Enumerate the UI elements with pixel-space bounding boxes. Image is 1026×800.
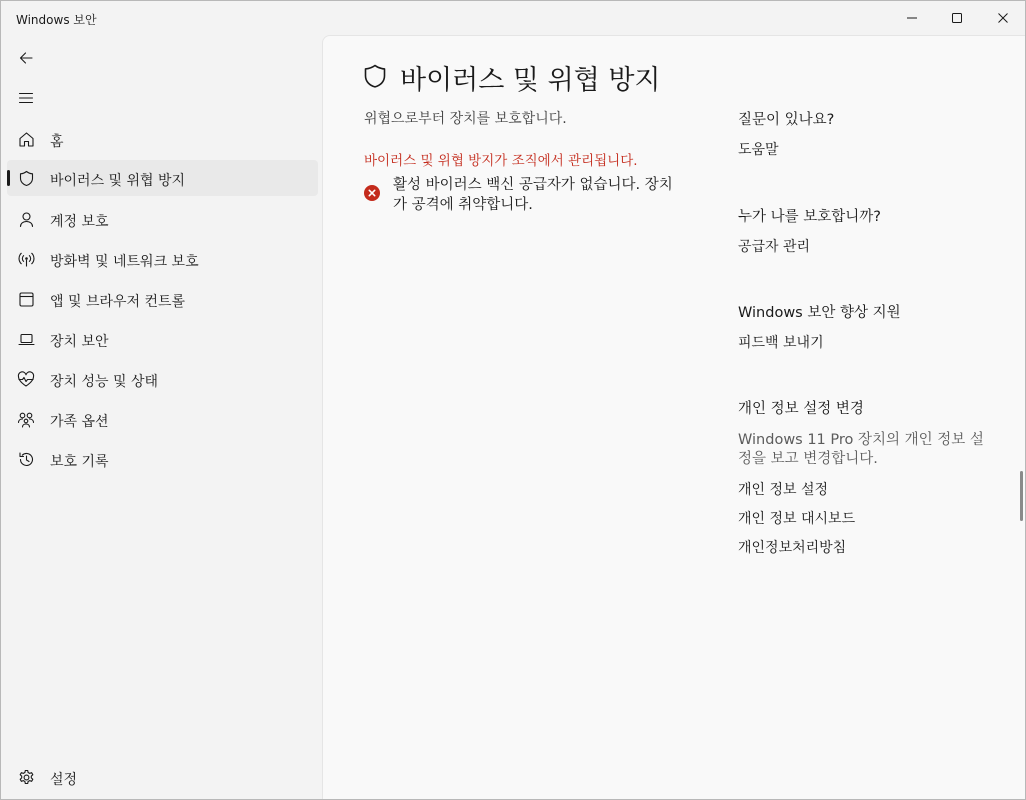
close-button[interactable] [980, 1, 1026, 35]
shield-icon [363, 64, 387, 90]
help-link[interactable]: 도움말 [738, 142, 779, 158]
privacy-heading: 개인 정보 설정 변경 [738, 401, 864, 417]
wireless-icon [17, 250, 35, 268]
protector-heading: 누가 나를 보호합니까? [738, 209, 881, 225]
title-bar [1, 1, 1026, 35]
sidebar-item-label: 가족 옵션 [50, 414, 109, 430]
heart-pulse-icon [17, 370, 35, 388]
privacy-description: Windows 11 Pro 장치의 개인 정보 설정을 보고 변경합니다. [738, 432, 984, 467]
back-arrow-icon [18, 50, 34, 66]
sidebar-item-device-performance[interactable] [7, 361, 318, 397]
sidebar-item-device-security[interactable] [7, 321, 318, 357]
hamburger-icon [18, 90, 34, 106]
sidebar-item-label: 방화벽 및 네트워크 보호 [50, 254, 199, 270]
privacy-settings-link[interactable]: 개인 정보 설정 [738, 482, 829, 498]
page-title: 바이러스 및 위협 방지 [400, 65, 661, 96]
sidebar-item-firewall-network[interactable] [7, 241, 318, 277]
sidebar-item-label: 장치 보안 [50, 334, 109, 350]
sidebar-item-label: 계정 보호 [50, 214, 109, 230]
app-title: Windows 보안 [16, 13, 97, 27]
sidebar-item-family-options[interactable] [7, 401, 318, 437]
main-content [322, 35, 1026, 800]
privacy-statement-link[interactable]: 개인정보처리방침 [738, 540, 847, 556]
app-window-icon [17, 290, 35, 308]
sidebar-item-label: 앱 및 브라우저 컨트롤 [50, 294, 186, 310]
sidebar-item-home[interactable] [7, 121, 318, 157]
shield-icon [17, 169, 35, 187]
page-subtitle: 위협으로부터 장치를 보호합니다. [364, 111, 567, 127]
navigation-sidebar [1, 35, 322, 800]
privacy-dashboard-link[interactable]: 개인 정보 대시보드 [738, 511, 856, 527]
sidebar-item-account-protection[interactable] [7, 201, 318, 237]
family-icon [17, 410, 35, 428]
alert-message: 활성 바이러스 백신 공급자가 없습니다. 장치가 공격에 취약합니다. [393, 177, 673, 213]
vertical-scrollbar[interactable] [1020, 471, 1023, 521]
minimize-icon [906, 12, 918, 24]
sidebar-item-label: 설정 [50, 772, 78, 788]
close-icon [997, 12, 1009, 24]
sidebar-item-settings[interactable] [7, 759, 318, 795]
back-button[interactable] [8, 40, 44, 76]
gear-icon [17, 768, 35, 786]
hamburger-menu-button[interactable] [8, 80, 44, 116]
history-icon [17, 450, 35, 468]
home-icon [17, 130, 35, 148]
sidebar-item-protection-history[interactable] [7, 441, 318, 477]
sidebar-item-label: 바이러스 및 위협 방지 [50, 173, 186, 189]
sidebar-item-label: 장치 성능 및 상태 [50, 374, 159, 390]
help-heading: 질문이 있나요? [738, 112, 835, 128]
sidebar-item-app-browser-control[interactable] [7, 281, 318, 317]
privacy-section [738, 397, 998, 557]
managed-by-organization-notice: 바이러스 및 위협 방지가 조직에서 관리됩니다. [364, 153, 638, 169]
sidebar-item-label: 홈 [50, 134, 64, 150]
maximize-button[interactable] [934, 1, 980, 35]
protector-section [738, 205, 998, 256]
minimize-button[interactable] [889, 1, 935, 35]
laptop-icon [17, 330, 35, 348]
help-section [738, 108, 998, 159]
sidebar-item-label: 보호 기록 [50, 454, 109, 470]
person-icon [17, 210, 35, 228]
sidebar-item-virus-threat-protection[interactable] [7, 160, 318, 196]
selection-indicator [7, 170, 10, 186]
error-icon [364, 185, 380, 201]
improve-section [738, 301, 998, 352]
improve-heading: Windows 보안 향상 지원 [738, 305, 901, 321]
send-feedback-link[interactable]: 피드백 보내기 [738, 335, 824, 351]
manage-providers-link[interactable]: 공급자 관리 [738, 239, 811, 255]
maximize-icon [951, 12, 963, 24]
